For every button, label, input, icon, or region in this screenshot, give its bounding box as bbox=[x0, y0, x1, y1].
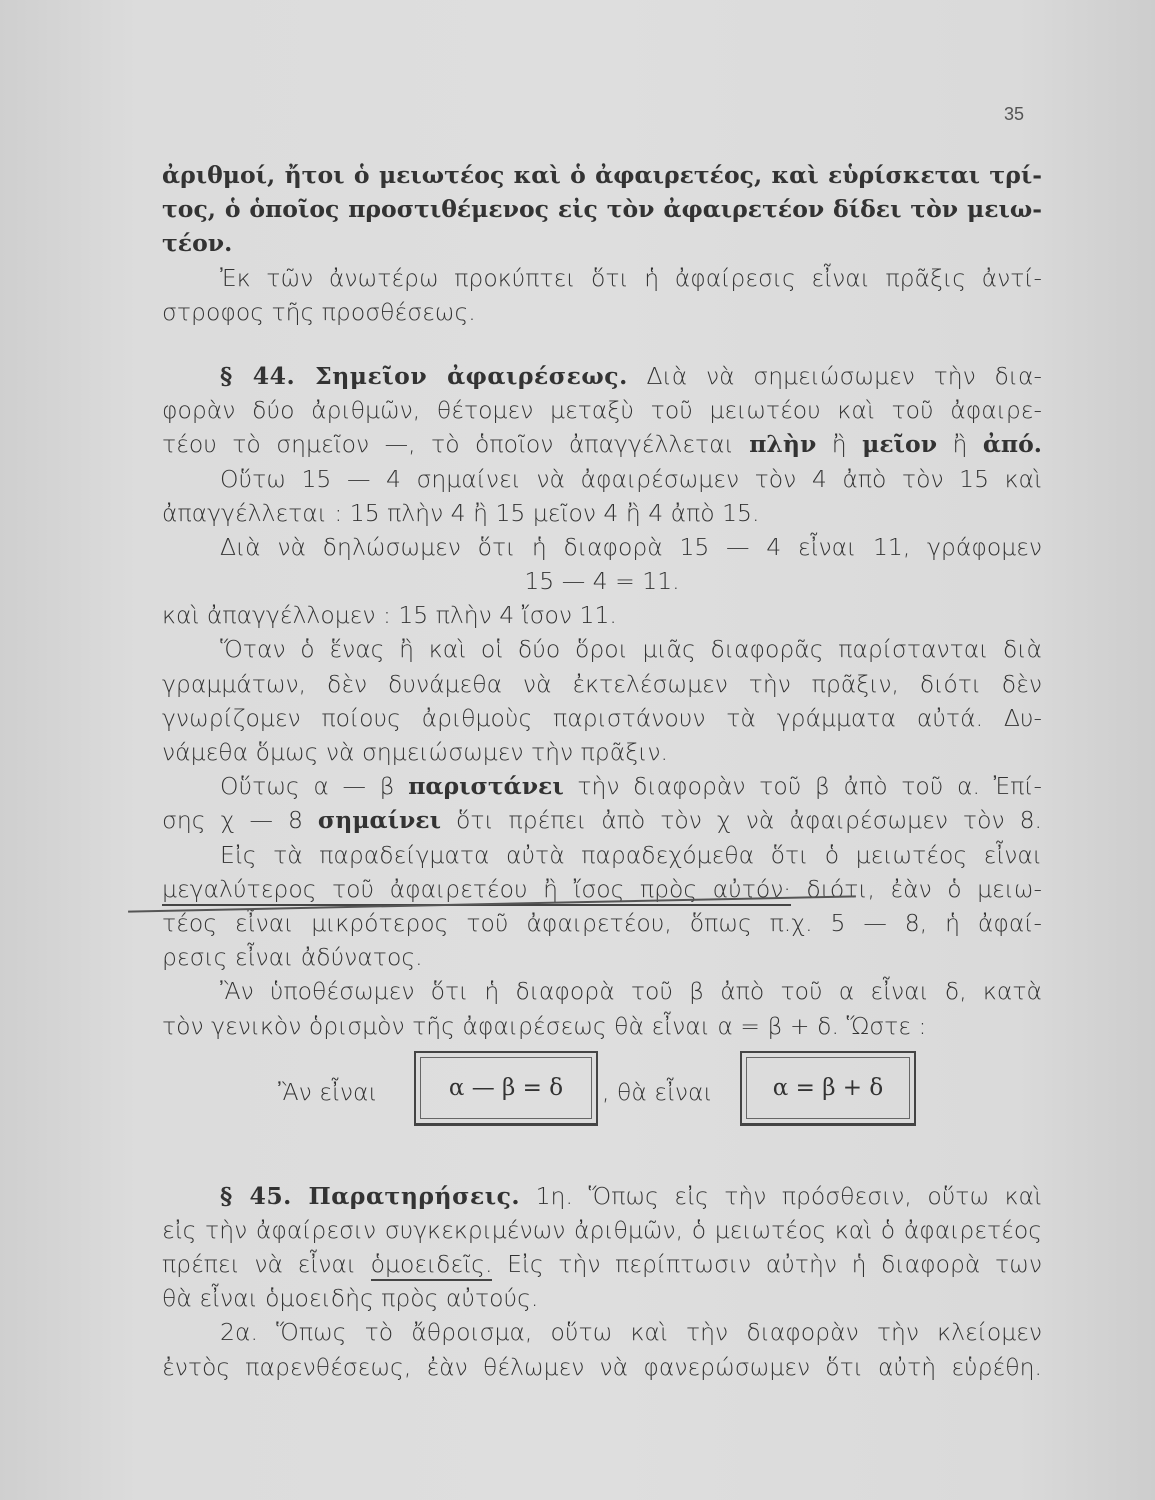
text-fragment: ἢ bbox=[952, 430, 968, 459]
text-fragment: ὅτι πρέπει ἀπὸ τὸν χ νὰ ἀφαιρέσωμεν τὸν 8. bbox=[455, 806, 1042, 835]
term-apo: ἀπό. bbox=[982, 430, 1042, 459]
text-line: τέον. bbox=[162, 229, 233, 258]
text-line: νάμεθα ὅμως νὰ σημειώσωμεν τὴν πρᾶξιν. bbox=[162, 738, 669, 766]
boxed-formula-row bbox=[162, 1051, 1042, 1139]
text-line: ἀριθμοί, ἤτοι ὁ μειωτέος καὶ ὁ ἀφαιρετέος, καὶ εὑρίσκεται τρί- bbox=[162, 161, 1042, 189]
text-fragment: διότι, ἐὰν ὁ μειω- bbox=[806, 874, 1042, 903]
text-line bbox=[162, 1247, 1042, 1281]
text-line: εἰς τὴν ἀφαίρεσιν συγκεκριμένων ἀριθμῶν, ὁ μειωτέος καὶ ὁ ἀφαιρετέος bbox=[162, 1215, 1042, 1244]
text-fragment: τέου τὸ σημεῖον —, τὸ ὁποῖον ἀπαγγέλλεται bbox=[162, 430, 734, 459]
text-line: τος, ὁ ὁποῖος προστιθέμενος εἰς τὸν ἀφαιρετέον δίδει τὸν μειω- bbox=[162, 195, 1042, 224]
page-body bbox=[162, 158, 1042, 1384]
term-paristanei: παριστάνει bbox=[408, 772, 564, 801]
text-line: τὸν γενικὸν ὁρισμὸν τῆς ἀφαιρέσεως θὰ εἶναι α = β + δ. Ὥστε : bbox=[162, 1011, 927, 1040]
term-meion: μεῖον bbox=[862, 430, 937, 459]
term-simainei: σημαίνει bbox=[317, 806, 441, 835]
text-fragment: σης χ — 8 bbox=[162, 806, 303, 835]
equation-line: 15 — 4 = 11. bbox=[524, 567, 680, 596]
text-fragment: Οὕτως α — β bbox=[220, 772, 395, 801]
text-fragment: ἢ bbox=[831, 430, 847, 459]
underlined-phrase: μεγαλύτερος τοῦ ἀφαιρετέου ἢ ἴσος πρὸς αὐτόν· bbox=[162, 875, 791, 906]
text-fragment: πρέπει νὰ εἶναι bbox=[162, 1250, 356, 1279]
text-line: 2α. Ὅπως τὸ ἄθροισμα, οὕτω καὶ τὴν διαφορὰν τὴν κλείομεν bbox=[220, 1318, 1042, 1347]
text-line: Ὅταν ὁ ἕνας ἢ καὶ οἱ δύο ὅροι μιᾶς διαφορᾶς παρίστανται διὰ bbox=[220, 635, 1042, 664]
formula-then-label: , θὰ εἶναι bbox=[602, 1077, 713, 1106]
text-line: γνωρίζομεν ποίους ἀριθμοὺς παριστάνουν τὰ γράμματα αὐτά. Δυ- bbox=[162, 703, 1042, 732]
text-line: φορὰν δύο ἀριθμῶν, θέτομεν μεταξὺ τοῦ μειωτέου καὶ τοῦ ἀφαιρε- bbox=[162, 396, 1042, 425]
text-line: Οὕτω 15 — 4 σημαίνει νὰ ἀφαιρέσωμεν τὸν 4 ἀπὸ τὸν 15 καὶ bbox=[220, 464, 1042, 493]
text-line: Διὰ νὰ δηλώσωμεν ὅτι ἡ διαφορὰ 15 — 4 εἶναι 11, γράφομεν bbox=[220, 532, 1042, 561]
text-line: ἀπαγγέλλεται : 15 πλὴν 4 ἢ 15 μεῖον 4 ἢ 4 ἀπὸ 15. bbox=[162, 498, 760, 527]
text-fragment: Εἰς τὴν περίπτωσιν αὐτὴν ἡ διαφορὰ των bbox=[507, 1250, 1042, 1279]
text-line: θὰ εἶναι ὁμοειδὴς πρὸς αὐτούς. bbox=[162, 1284, 539, 1313]
formula-if-label: Ἂν εἶναι bbox=[278, 1077, 378, 1106]
formula-text: α = β + δ bbox=[772, 1074, 884, 1101]
text-line: στροφος τῆς προσθέσεως. bbox=[162, 297, 476, 326]
text-line: Ἂν ὑποθέσωμεν ὅτι ἡ διαφορὰ τοῦ β ἀπὸ τοῦ α εἶναι δ, κατὰ bbox=[220, 977, 1042, 1006]
spacer bbox=[162, 329, 1042, 359]
section-45-first-line bbox=[162, 1179, 1042, 1213]
formula-box-sum bbox=[740, 1051, 916, 1126]
text-line: γραμμάτων, δὲν δυνάμεθα νὰ ἐκτελέσωμεν τὴν πρᾶξιν, διότι δὲν bbox=[162, 669, 1042, 698]
term-plin: πλὴν bbox=[749, 430, 817, 459]
text-line bbox=[162, 803, 1042, 837]
text-fragment: 1η. Ὅπως εἰς τὴν πρόσθεσιν, οὕτω καὶ bbox=[535, 1181, 1042, 1210]
text-fragment: τὴν διαφορὰν τοῦ β ἀπὸ τοῦ α. Ἐπί- bbox=[577, 772, 1042, 801]
text-fragment: Διὰ νὰ σημειώσωμεν τὴν δια- bbox=[646, 361, 1042, 390]
section-44-first-line bbox=[162, 359, 1042, 393]
section-45-heading: § 45. Παρατηρήσεις. bbox=[220, 1181, 521, 1210]
text-line: ἐντὸς παρενθέσεως, ἐὰν θέλωμεν νὰ φανερώσωμεν ὅτι αὐτὴ εὑρέθη. bbox=[162, 1352, 1042, 1381]
text-line: τέος εἶναι μικρότερος τοῦ ἀφαιρετέου, ὅπως π.χ. 5 — 8, ἡ ἀφαί- bbox=[162, 908, 1042, 937]
text-line bbox=[162, 769, 1042, 803]
text-line: Εἰς τὰ παραδείγματα αὐτὰ παραδεχόμεθα ὅτι ὁ μειωτέος εἶναι bbox=[220, 840, 1042, 869]
text-line: Ἐκ τῶν ἀνωτέρω προκύπτει ὅτι ἡ ἀφαίρεσις εἶναι πρᾶξις ἀντί- bbox=[220, 263, 1042, 292]
text-line bbox=[162, 427, 1042, 461]
page-number: 35 bbox=[1004, 104, 1025, 124]
section-44-heading: § 44. Σημεῖον ἀφαιρέσεως. bbox=[220, 361, 628, 390]
formula-box-difference bbox=[414, 1051, 598, 1126]
text-line: ρεσις εἶναι ἀδύνατος. bbox=[162, 943, 423, 972]
underlined-word: ὁμοειδεῖς. bbox=[371, 1250, 493, 1281]
text-line: καὶ ἀπαγγέλλομεν : 15 πλὴν 4 ἴσον 11. bbox=[162, 601, 617, 630]
formula-text: α — β = δ bbox=[448, 1074, 564, 1101]
